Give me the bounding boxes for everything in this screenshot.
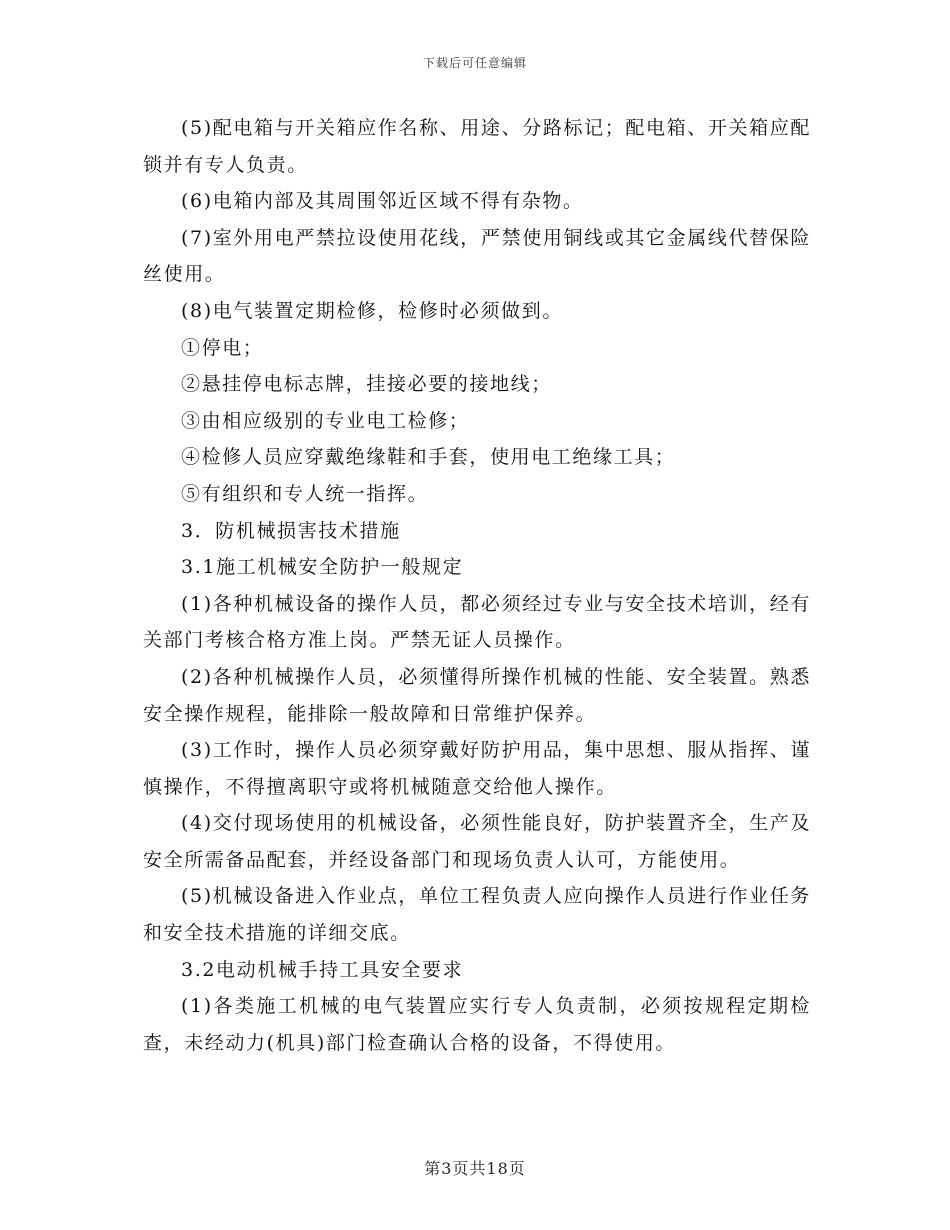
paragraph: (7)室外用电严禁拉设使用花线，严禁使用铜线或其它金属线代替保险丝使用。 [143,226,811,286]
page-header: 下载后可任意编辑 [422,56,527,70]
list-item: ③由相应级别的专业电工检修； [181,409,470,432]
paragraph: (2)各种机械操作人员，必须懂得所操作机械的性能、安全装置。熟悉安全操作规程，能排除一般故障和日常维护保养。 [143,665,811,725]
subsection-heading: 3.1施工机械安全防护一般规定 [181,556,464,579]
document-body [143,110,811,1061]
paragraph: (1)各类施工机械的电气装置应实行专人负责制，必须按规程定期检查，未经动力(机具)部门检查确认合格的设备，不得使用。 [143,995,811,1054]
list-item: ⑤有组织和专人统一指挥。 [181,482,429,505]
paragraph: (3)工作时，操作人员必须穿戴好防护用品，集中思想、服从指挥、谨慎操作，不得擅离职守或将机械随意交给他人操作。 [143,739,811,798]
paragraph: (4)交付现场使用的机械设备，必须性能良好，防护装置齐全，生产及安全所需备品配套，并经设备部门和现场负责人认可，方能使用。 [143,812,811,871]
paragraph: (8)电气装置定期检修，检修时必须做到。 [181,299,563,322]
paragraph: (6)电箱内部及其周围邻近区域不得有杂物。 [181,190,584,213]
paragraph: (1)各种机械设备的操作人员，都必须经过专业与安全技术培训，经有关部门考核合格方准上岗。严禁无证人员操作。 [143,592,811,652]
list-item: ④检修人员应穿戴绝缘鞋和手套，使用电工绝缘工具； [181,446,676,469]
section-heading: 3．防机械损害技术措施 [181,519,401,542]
subsection-heading: 3.2电动机械手持工具安全要求 [181,958,464,981]
paragraph: (5)配电箱与开关箱应作名称、用途、分路标记；配电箱、开关箱应配锁并有专人负责。 [143,117,811,176]
page-number: 第3页共18页 [424,1159,526,1178]
list-item: ①停电； [181,336,264,359]
list-item: ②悬挂停电标志牌，挂接必要的接地线； [181,373,552,396]
paragraph: (5)机械设备进入作业点，单位工程负责人应向操作人员进行作业任务和安全技术措施的详细交底。 [143,885,811,945]
